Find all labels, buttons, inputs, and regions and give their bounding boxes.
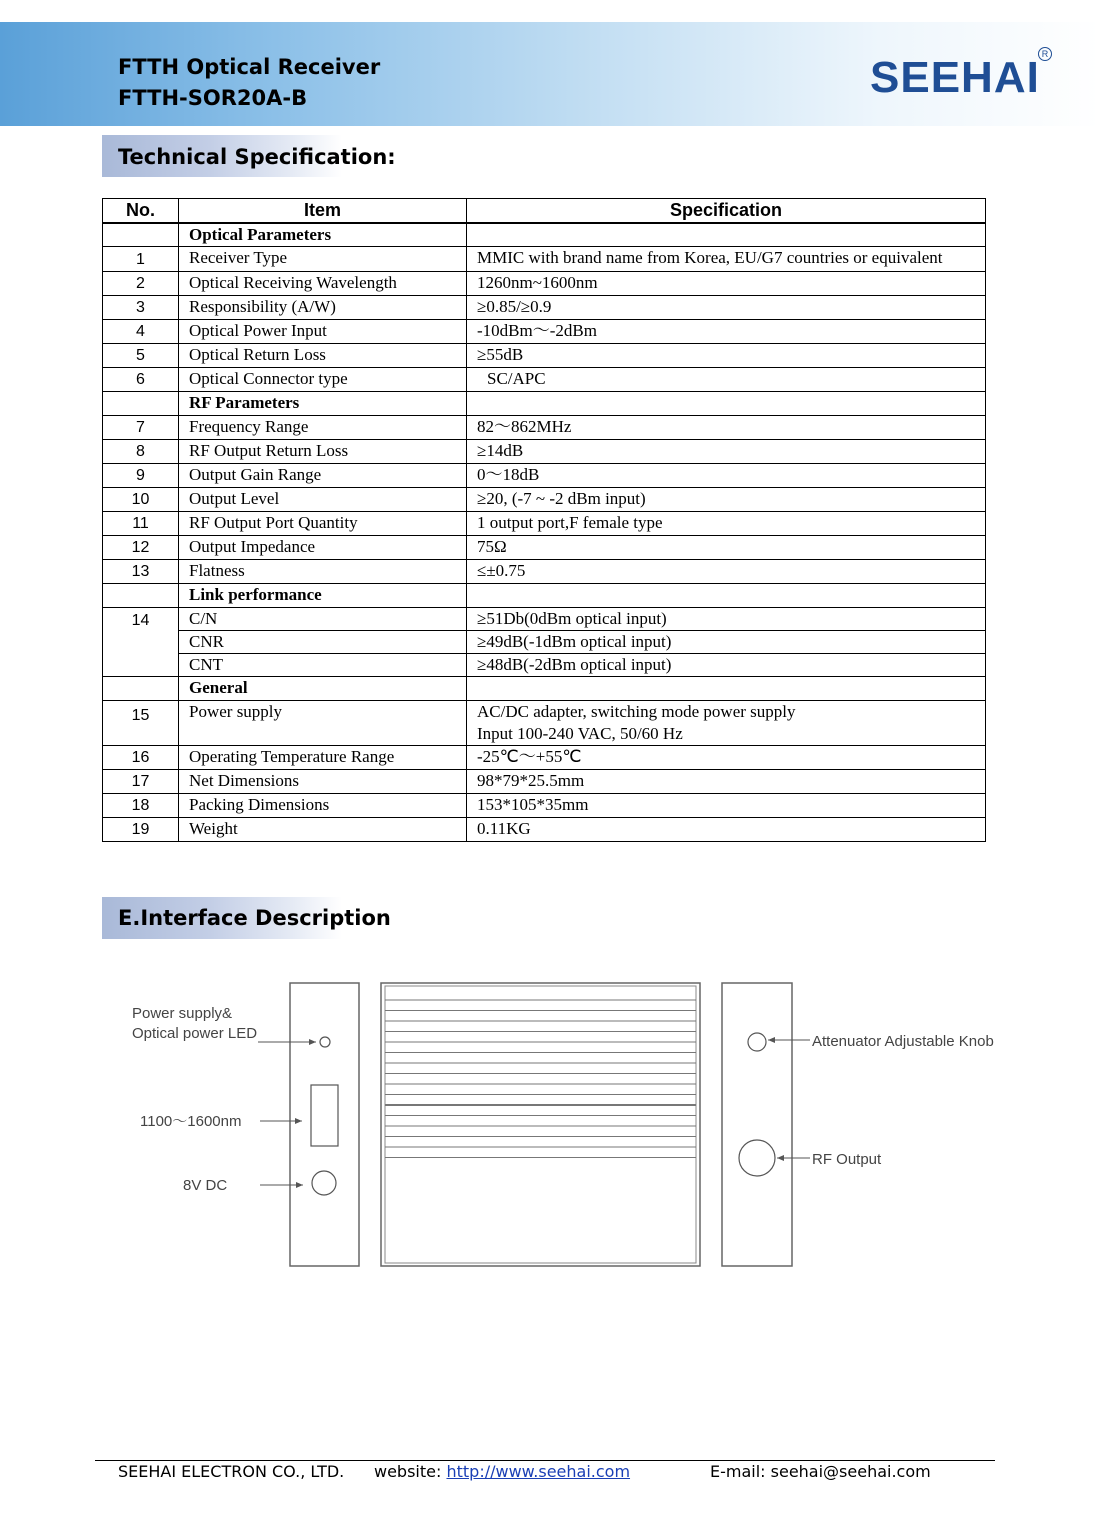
table-row bbox=[103, 344, 986, 368]
row-spec: -25℃～+55℃ bbox=[467, 746, 986, 770]
column-header-item: Item bbox=[179, 199, 467, 223]
column-header-no: No. bbox=[103, 199, 179, 223]
spec-table bbox=[102, 198, 986, 842]
column-header-spec: Specification bbox=[467, 199, 986, 223]
left-panel bbox=[290, 983, 359, 1266]
category-row bbox=[103, 584, 986, 608]
seehai-logo: SEEHAI bbox=[870, 53, 1040, 102]
footer-divider bbox=[95, 1460, 995, 1461]
row-spec: ≥14dB bbox=[467, 440, 986, 464]
footer-website-label: website: bbox=[374, 1462, 447, 1481]
label-dc: 8V DC bbox=[183, 1177, 228, 1194]
table-row bbox=[103, 488, 986, 512]
footer-email: E-mail: seehai@seehai.com bbox=[710, 1462, 931, 1481]
row-spec: 0.11KG bbox=[467, 818, 986, 842]
row-spec: ≥51Db(0dBm optical input) bbox=[467, 608, 986, 631]
row-item: RF Output Return Loss bbox=[179, 440, 467, 464]
row-spec: ≥49dB(-1dBm optical input) bbox=[467, 631, 986, 654]
row-spec bbox=[467, 701, 986, 746]
row-spec: ≤±0.75 bbox=[467, 560, 986, 584]
row-spec: 0～18dB bbox=[467, 464, 986, 488]
registered-mark-icon: R bbox=[1038, 47, 1052, 61]
table-row bbox=[103, 416, 986, 440]
row-spec: 1 output port,F female type bbox=[467, 512, 986, 536]
row-item: Output Impedance bbox=[179, 536, 467, 560]
row-item: Output Gain Range bbox=[179, 464, 467, 488]
section-title-interface: E.Interface Description bbox=[118, 906, 391, 930]
row-spec-line-1: AC/DC adapter, switching mode power supply bbox=[477, 702, 796, 721]
row-item: Net Dimensions bbox=[179, 770, 467, 794]
row-number: 18 bbox=[103, 794, 179, 818]
table-row bbox=[103, 536, 986, 560]
document-model: FTTH-SOR20A-B bbox=[118, 86, 308, 110]
footer-website bbox=[374, 1462, 630, 1481]
table-header-row bbox=[103, 199, 986, 223]
row-item: Optical Return Loss bbox=[179, 344, 467, 368]
table-row bbox=[103, 608, 986, 631]
row-spec: 98*79*25.5mm bbox=[467, 770, 986, 794]
row-spec: ≥55dB bbox=[467, 344, 986, 368]
row-item: Packing Dimensions bbox=[179, 794, 467, 818]
label-attenuator: Attenuator Adjustable Knob bbox=[812, 1033, 994, 1050]
row-spec: SC/APC bbox=[467, 368, 986, 392]
footer-company: SEEHAI ELECTRON CO., LTD. bbox=[118, 1462, 345, 1481]
table-row bbox=[103, 272, 986, 296]
label-power-led-line2: Optical power LED bbox=[132, 1025, 258, 1042]
row-number: 5 bbox=[103, 344, 179, 368]
row-spec: -10dBm～-2dBm bbox=[467, 320, 986, 344]
table-row bbox=[103, 701, 986, 746]
row-item: Responsibility (A/W) bbox=[179, 296, 467, 320]
category-row bbox=[103, 677, 986, 701]
row-number: 14 bbox=[103, 608, 179, 677]
row-item: Optical Connector type bbox=[179, 368, 467, 392]
row-item: RF Output Port Quantity bbox=[179, 512, 467, 536]
table-row bbox=[103, 368, 986, 392]
row-number: 11 bbox=[103, 512, 179, 536]
row-spec: ≥20, (-7 ~ -2 dBm input) bbox=[467, 488, 986, 512]
row-number: 10 bbox=[103, 488, 179, 512]
row-item: Frequency Range bbox=[179, 416, 467, 440]
row-item: C/N bbox=[179, 608, 467, 631]
row-number: 6 bbox=[103, 368, 179, 392]
right-panel bbox=[722, 983, 792, 1266]
row-spec: 1260nm~1600nm bbox=[467, 272, 986, 296]
row-number: 3 bbox=[103, 296, 179, 320]
row-item: CNT bbox=[179, 654, 467, 677]
row-item: Receiver Type bbox=[179, 247, 467, 272]
table-row bbox=[103, 794, 986, 818]
category-optical: Optical Parameters bbox=[179, 223, 467, 247]
category-general: General bbox=[179, 677, 467, 701]
row-item: CNR bbox=[179, 631, 467, 654]
row-number: 7 bbox=[103, 416, 179, 440]
row-number: 8 bbox=[103, 440, 179, 464]
row-spec: 153*105*35mm bbox=[467, 794, 986, 818]
category-row bbox=[103, 223, 986, 247]
table-row bbox=[103, 464, 986, 488]
row-item: Flatness bbox=[179, 560, 467, 584]
row-item: Optical Power Input bbox=[179, 320, 467, 344]
table-row bbox=[103, 320, 986, 344]
table-row bbox=[103, 746, 986, 770]
table-row bbox=[103, 818, 986, 842]
row-number: 12 bbox=[103, 536, 179, 560]
row-number: 17 bbox=[103, 770, 179, 794]
row-number: 19 bbox=[103, 818, 179, 842]
row-number: 4 bbox=[103, 320, 179, 344]
row-spec: 82～862MHz bbox=[467, 416, 986, 440]
row-number: 2 bbox=[103, 272, 179, 296]
row-number: 16 bbox=[103, 746, 179, 770]
table-row bbox=[103, 296, 986, 320]
table-row bbox=[103, 654, 986, 677]
row-number: 9 bbox=[103, 464, 179, 488]
document-title: FTTH Optical Receiver bbox=[118, 55, 381, 79]
row-spec: MMIC with brand name from Korea, EU/G7 countries or equivalent bbox=[467, 247, 986, 272]
row-item: Optical Receiving Wavelength bbox=[179, 272, 467, 296]
section-title-spec: Technical Specification: bbox=[118, 145, 396, 169]
table-row bbox=[103, 770, 986, 794]
row-item: Weight bbox=[179, 818, 467, 842]
row-spec-line-2: Input 100-240 VAC, 50/60 Hz bbox=[477, 724, 683, 743]
label-rf-output: RF Output bbox=[812, 1151, 882, 1168]
row-number: 13 bbox=[103, 560, 179, 584]
label-wavelength: 1100～1600nm bbox=[140, 1113, 242, 1130]
row-spec: ≥0.85/≥0.9 bbox=[467, 296, 986, 320]
row-item: Power supply bbox=[179, 701, 467, 746]
table-row bbox=[103, 631, 986, 654]
row-item: Output Level bbox=[179, 488, 467, 512]
table-row bbox=[103, 247, 986, 272]
row-spec: ≥48dB(-2dBm optical input) bbox=[467, 654, 986, 677]
table-row bbox=[103, 512, 986, 536]
table-row bbox=[103, 440, 986, 464]
website-link[interactable]: http://www.seehai.com bbox=[446, 1462, 631, 1481]
row-number: 15 bbox=[103, 701, 179, 746]
label-power-led-line1: Power supply& bbox=[132, 1005, 233, 1022]
category-link: Link performance bbox=[179, 584, 467, 608]
row-spec: 75Ω bbox=[467, 536, 986, 560]
table-row bbox=[103, 560, 986, 584]
category-rf: RF Parameters bbox=[179, 392, 467, 416]
row-number: 1 bbox=[103, 247, 179, 272]
category-row bbox=[103, 392, 986, 416]
interface-diagram bbox=[0, 960, 1100, 1290]
middle-housing bbox=[381, 983, 700, 1266]
row-item: Operating Temperature Range bbox=[179, 746, 467, 770]
